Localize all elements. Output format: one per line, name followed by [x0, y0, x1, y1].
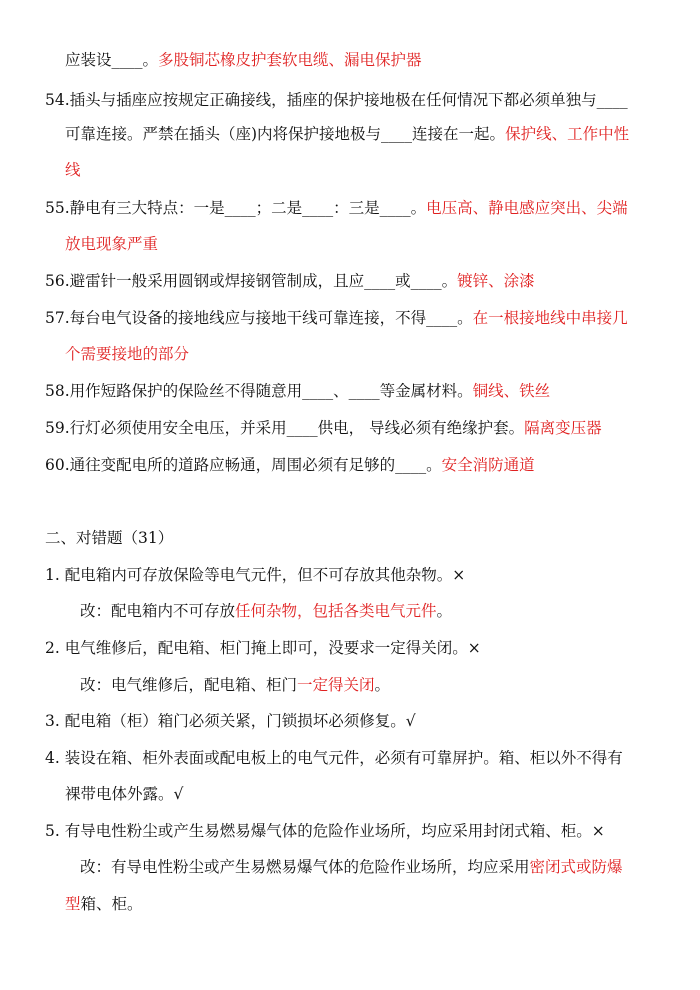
answer-text: 任何杂物，包括各类电气元件 — [235, 602, 437, 620]
answer-text: 铜线、铁丝 — [472, 382, 551, 400]
text-line — [65, 234, 158, 254]
answer-text: 多股铜芯橡皮护套软电缆、漏电保护器 — [158, 51, 422, 69]
text-line — [45, 418, 602, 438]
answer-text: 镀锌、涂漆 — [457, 272, 535, 290]
text-line — [65, 124, 629, 144]
text-line — [65, 894, 143, 914]
question-text: 57.每台电气设备的接地线应与接地干线可靠连接，不得____。 — [45, 309, 473, 327]
question-text: 二、对错题（31） — [45, 529, 174, 547]
question-text: 。 — [436, 602, 453, 620]
question-text: 应装设____。 — [65, 51, 159, 69]
question-text: 可靠连接。严禁在插头（座)内将保护接地极与____连接在一起。 — [65, 125, 506, 143]
question-text: 3. 配电箱（柜）箱门必须关紧，门锁损坏必须修复。√ — [45, 712, 416, 730]
text-line — [45, 381, 550, 401]
answer-text: 隔离变压器 — [524, 419, 602, 437]
text-line — [65, 50, 422, 70]
question-text: 54.插头与插座应按规定正确接线，插座的保护接地极在任何情况下都必须单独与____ — [45, 91, 628, 109]
answer-text: 安全消防通道 — [441, 456, 535, 474]
text-line — [45, 821, 605, 841]
answer-text: 保护线、工作中性 — [505, 125, 630, 143]
question-text: 改：配电箱内不可存放 — [80, 602, 236, 620]
text-line — [80, 857, 623, 877]
answer-text: 线 — [65, 161, 81, 179]
text-line — [45, 308, 628, 328]
question-text: 58.用作短路保护的保险丝不得随意用____、____等金属材料。 — [45, 382, 473, 400]
question-text: 56.避雷针一般采用圆钢或焊接钢管制成，且应____或____。 — [45, 272, 458, 290]
question-text: 改：电气维修后，配电箱、柜门 — [80, 676, 298, 694]
answer-text: 电压高、静电感应突出、尖端 — [426, 199, 628, 217]
text-line — [45, 711, 416, 731]
text-line — [65, 160, 81, 180]
question-text: 1. 配电箱内可存放保险等电气元件，但不可存放其他杂物。× — [45, 566, 466, 584]
text-line — [45, 90, 628, 110]
text-line — [80, 601, 452, 621]
text-line — [80, 675, 390, 695]
text-line — [45, 455, 535, 475]
question-text: 。 — [374, 676, 391, 694]
question-text: 5. 有导电性粉尘或产生易燃易爆气体的危险作业场所，均应采用封闭式箱、柜。× — [45, 822, 605, 840]
text-line — [65, 344, 189, 364]
text-line — [65, 784, 183, 804]
answer-text: 放电现象严重 — [65, 235, 159, 253]
question-text: 55.静电有三大特点：一是____；二是____：三是____。 — [45, 199, 427, 217]
text-line — [45, 565, 465, 585]
text-line — [45, 271, 535, 291]
answer-text: 密闭式或防爆 — [529, 858, 623, 876]
answer-text: 型 — [65, 895, 81, 913]
question-text: 裸带电体外露。√ — [65, 785, 184, 803]
text-line — [45, 748, 623, 768]
text-line — [45, 528, 173, 548]
question-text: 改：有导电性粉尘或产生易燃易爆气体的危险作业场所，均应采用 — [80, 858, 530, 876]
text-line — [45, 198, 628, 218]
answer-text: 在一根接地线中串接几 — [472, 309, 628, 327]
question-text: 59.行灯必须使用安全电压，并采用____供电， 导线必须有绝缘护套。 — [45, 419, 525, 437]
question-text: 箱、柜。 — [80, 895, 143, 913]
answer-text: 一定得关闭 — [297, 676, 375, 694]
question-text: 4. 装设在箱、柜外表面或配电板上的电气元件，必须有可靠屏护。箱、柜以外不得有 — [45, 749, 623, 767]
question-text: 60.通往变配电所的道路应畅通，周围必须有足够的____。 — [45, 456, 442, 474]
question-text: 2. 电气维修后，配电箱、柜门掩上即可，没要求一定得关闭。× — [45, 639, 481, 657]
text-line — [45, 638, 481, 658]
answer-text: 个需要接地的部分 — [65, 345, 190, 363]
